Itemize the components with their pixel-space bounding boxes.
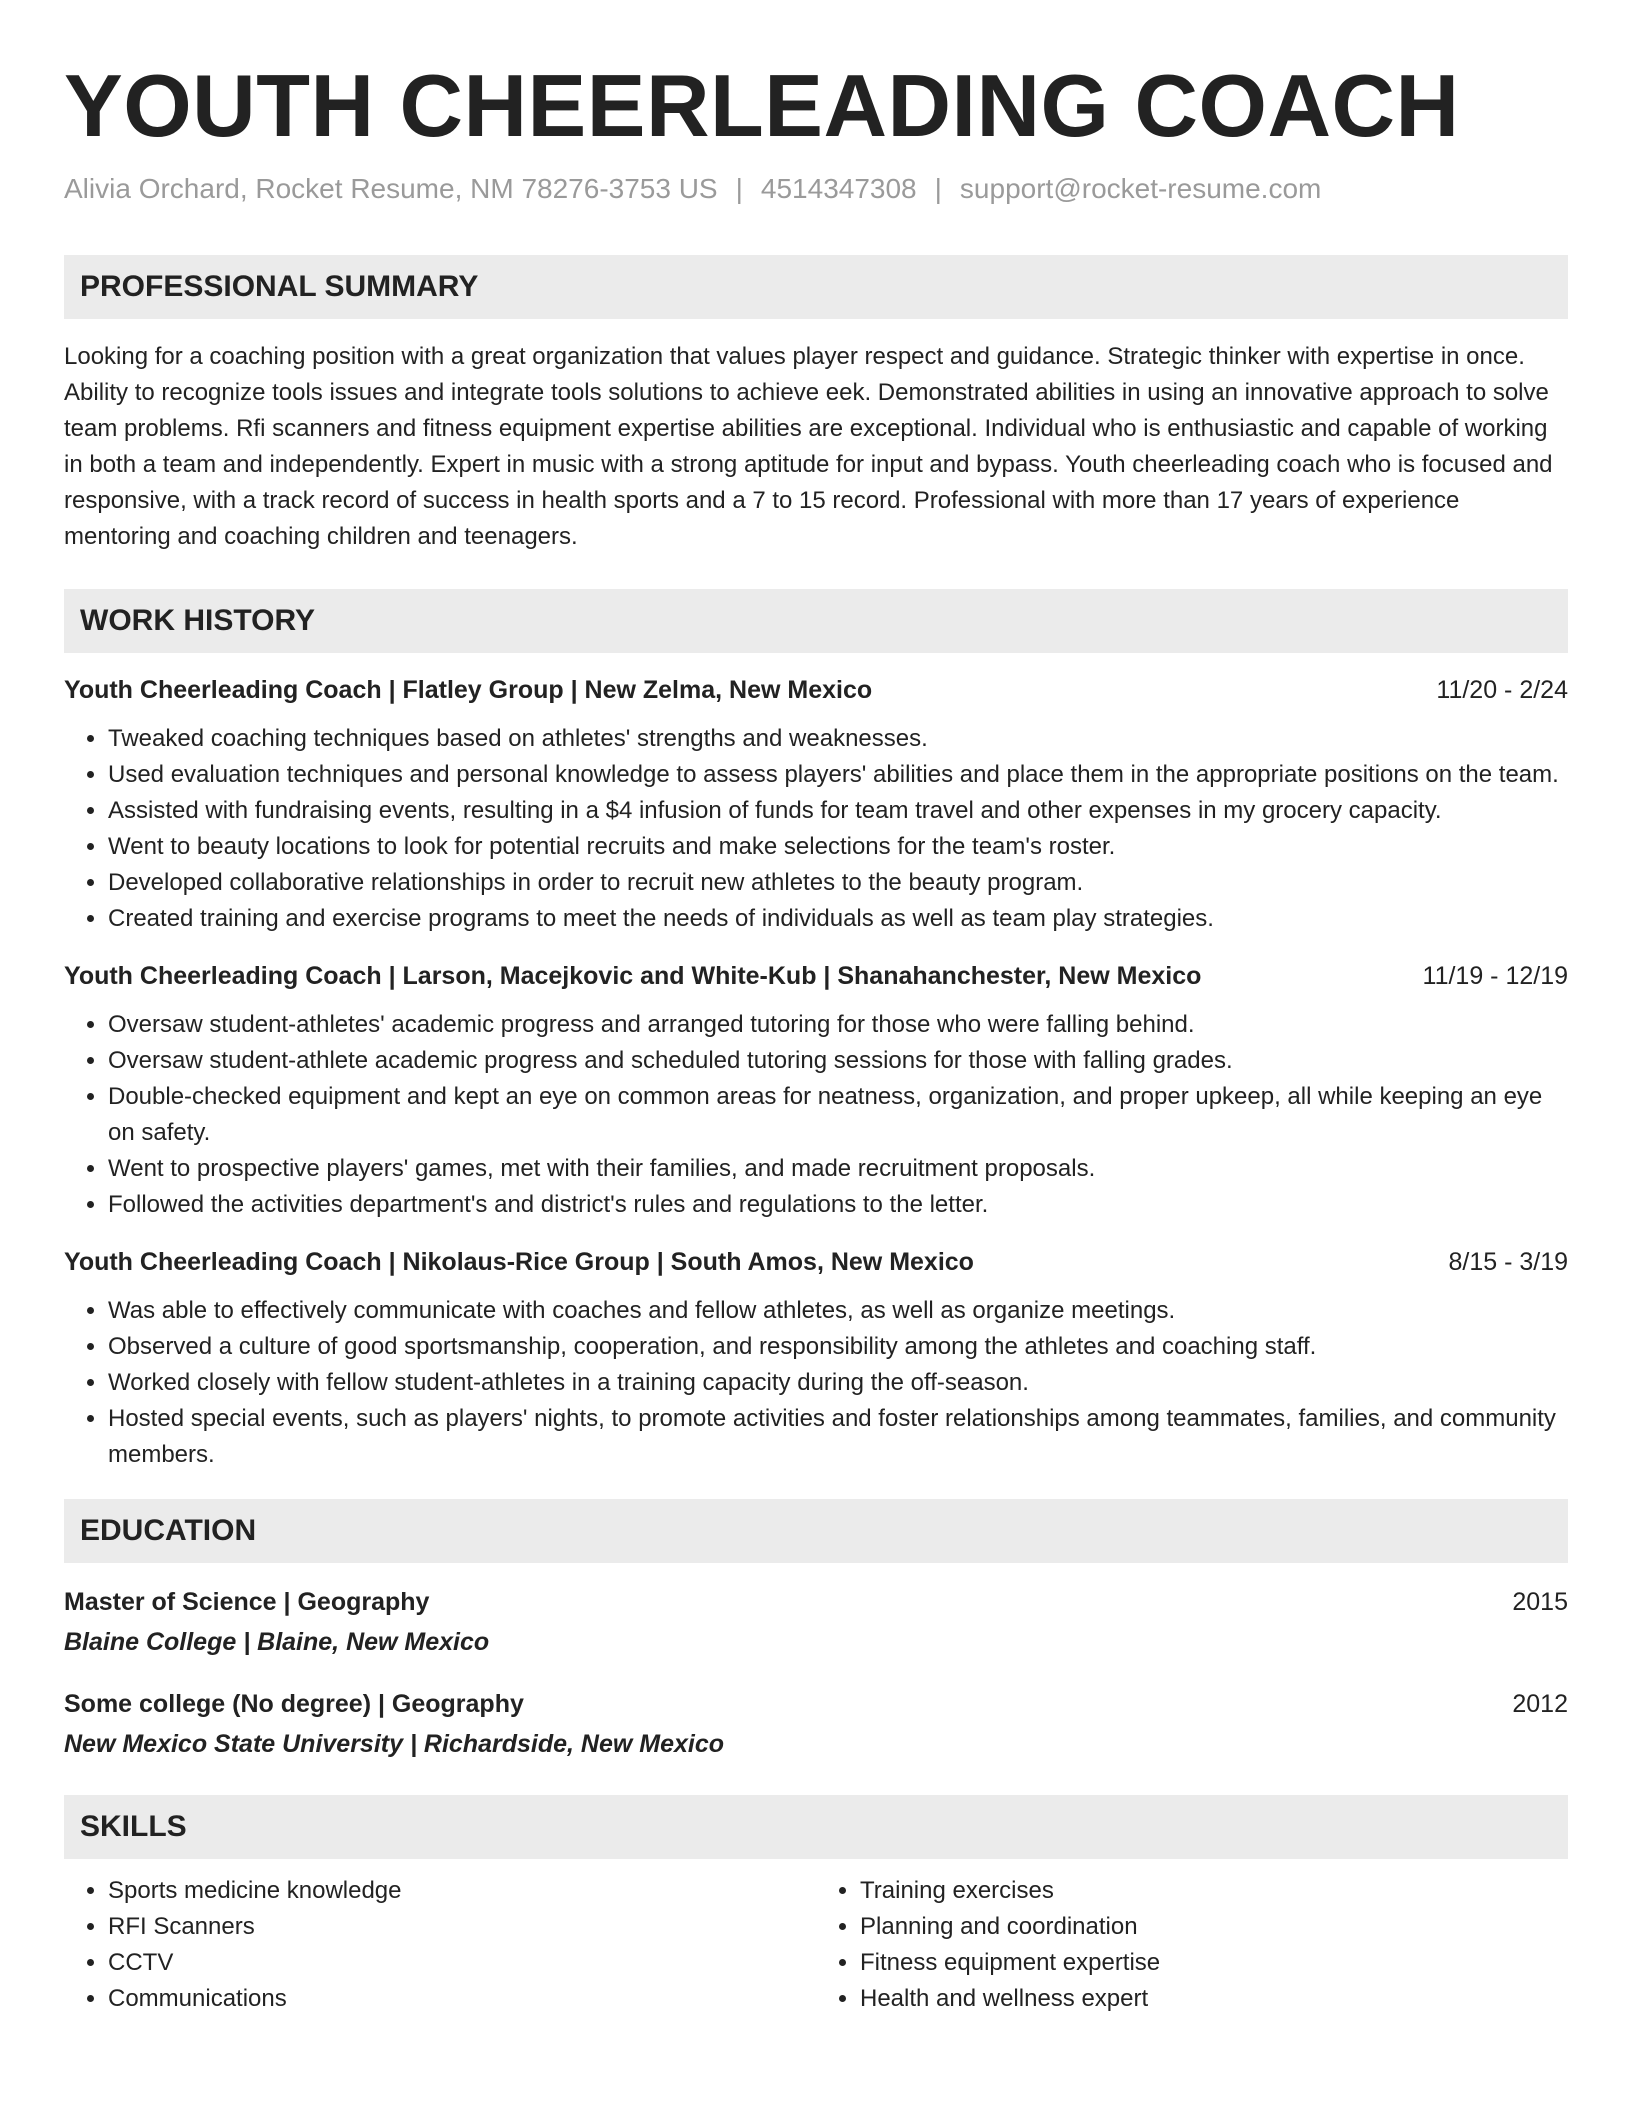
job-title: Youth Cheerleading Coach | Larson, Macejkovic and White-Kub | Shanahanchester, New Mexico	[64, 961, 1202, 990]
job-bullets	[64, 1007, 1568, 1223]
education-school: Blaine College | Blaine, New Mexico	[64, 1627, 490, 1656]
contact-separator: |	[934, 172, 942, 204]
job-bullet: • Was able to effectively communicate with coaches and fellow athletes, as well as organize meetings.	[108, 1293, 1568, 1329]
skill-item: • Fitness equipment expertise	[860, 1945, 1568, 1981]
skills-list	[64, 1873, 1568, 2017]
job-bullet: • Assisted with fundraising events, resulting in a $4 infusion of funds for team travel and other expenses in my grocery capacity.	[108, 793, 1568, 829]
education-entry	[64, 1687, 1568, 1761]
education-year: 2012	[1512, 1689, 1568, 1718]
summary-text: Looking for a coaching position with a great organization that values player respect and guidance. Strategic thinker with expertise in once. Ability to recognize tools issues and integrate tools solutions to achieve eek. Demonstrated abilities in using an innovative approach to solve team problems. Rfi scanners and fitness equipment expertise abilities are exceptional. Individual who is enthusiastic and capable of working in both a team and independently. Expert in music with a strong aptitude for input and bypass. Youth cheerleading coach who is focused and responsive, with a track record of success in health sports and a 7 to 15 record. Professional with more than 17 years of experience mentoring and coaching children and teenagers.	[64, 342, 1553, 550]
job-bullet: • Developed collaborative relationships in order to recruit new athletes to the beauty program.	[108, 865, 1568, 901]
job-entry	[64, 959, 1568, 1223]
contact-email: support@rocket-resume.com	[959, 172, 1322, 204]
skill-item: • Planning and coordination	[860, 1909, 1568, 1945]
job-dates: 8/15 - 3/19	[1448, 1247, 1568, 1276]
job-bullet: • Double-checked equipment and kept an eye on common areas for neatness, organization, and proper upkeep, all while keeping an eye on safety.	[108, 1079, 1568, 1151]
contact-separator: |	[735, 172, 743, 204]
job-bullet: • Oversaw student-athletes' academic progress and arranged tutoring for those who were falling behind.	[108, 1007, 1568, 1043]
skill-item: • Communications	[108, 1981, 816, 2017]
resume-title: YOUTH CHEERLEADING COACH	[64, 56, 1460, 155]
section-heading-education: EDUCATION	[64, 1499, 1568, 1563]
job-dates: 11/19 - 12/19	[1422, 961, 1568, 990]
section-heading-skills: SKILLS	[64, 1795, 1568, 1859]
job-bullet: • Used evaluation techniques and personal knowledge to assess players' abilities and place them in the appropriate positions on the team.	[108, 757, 1568, 793]
skill-item: • RFI Scanners	[108, 1909, 816, 1945]
skills-column-right	[816, 1873, 1568, 2017]
skill-item: • Training exercises	[860, 1873, 1568, 1909]
job-bullet: • Tweaked coaching techniques based on athletes' strengths and weaknesses.	[108, 721, 1568, 757]
job-entry	[64, 673, 1568, 937]
job-bullets	[64, 1293, 1568, 1473]
job-dates: 11/20 - 2/24	[1436, 675, 1568, 704]
job-bullet: • Observed a culture of good sportsmanship, cooperation, and responsibility among the athletes and coaching staff.	[108, 1329, 1568, 1365]
education-year: 2015	[1512, 1587, 1568, 1616]
job-title: Youth Cheerleading Coach | Nikolaus-Rice Group | South Amos, New Mexico	[64, 1247, 974, 1276]
job-bullet: • Went to beauty locations to look for potential recruits and make selections for the team's roster.	[108, 829, 1568, 865]
job-title: Youth Cheerleading Coach | Flatley Group | New Zelma, New Mexico	[64, 675, 873, 704]
contact-phone: 4514347308	[760, 172, 917, 204]
skill-item: • Health and wellness expert	[860, 1981, 1568, 2017]
contact-line	[64, 173, 1568, 205]
job-bullet: • Oversaw student-athlete academic progress and scheduled tutoring sessions for those with falling grades.	[108, 1043, 1568, 1079]
skill-item: • CCTV	[108, 1945, 816, 1981]
job-bullet: • Went to prospective players' games, met with their families, and made recruitment proposals.	[108, 1151, 1568, 1187]
job-bullet: • Created training and exercise programs to meet the needs of individuals as well as team play strategies.	[108, 901, 1568, 937]
job-entry	[64, 1245, 1568, 1473]
job-bullet: • Hosted special events, such as players' nights, to promote activities and foster relationships among teammates, families, and community members.	[108, 1401, 1568, 1473]
education-entry	[64, 1585, 1568, 1659]
education-degree: Master of Science | Geography	[64, 1587, 430, 1616]
contact-address: Alivia Orchard, Rocket Resume, NM 78276-3753 US	[64, 172, 718, 204]
skill-item: • Sports medicine knowledge	[108, 1873, 816, 1909]
section-heading-summary: PROFESSIONAL SUMMARY	[64, 255, 1568, 319]
skills-column-left	[64, 1873, 816, 2017]
section-heading-work-history: WORK HISTORY	[64, 589, 1568, 653]
education-degree: Some college (No degree) | Geography	[64, 1689, 524, 1718]
job-bullet: • Worked closely with fellow student-athletes in a training capacity during the off-season.	[108, 1365, 1568, 1401]
job-bullets	[64, 721, 1568, 937]
job-bullet: • Followed the activities department's and district's rules and regulations to the letter.	[108, 1187, 1568, 1223]
education-school: New Mexico State University | Richardside, New Mexico	[64, 1729, 724, 1758]
